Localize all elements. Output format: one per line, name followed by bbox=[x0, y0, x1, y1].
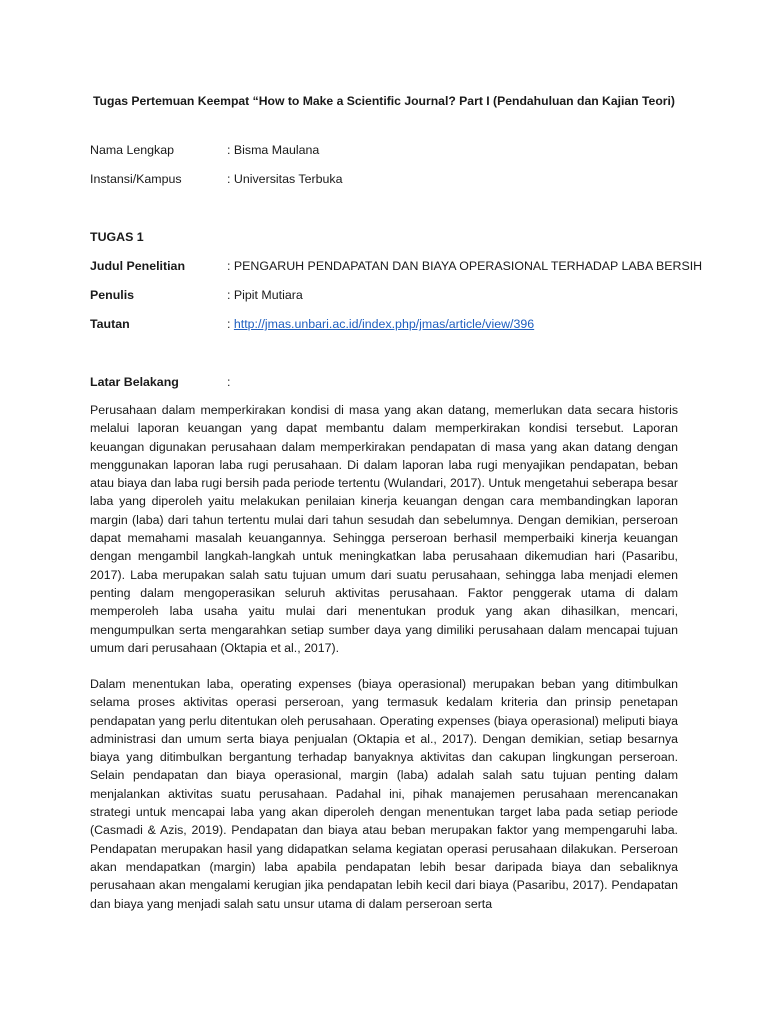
task-heading: TUGAS 1 bbox=[90, 230, 144, 244]
link-label: Tautan bbox=[90, 317, 130, 331]
background-label: Latar Belakang bbox=[90, 375, 179, 389]
author-value: : Pipit Mutiara bbox=[227, 288, 303, 302]
background-colon: : bbox=[227, 375, 231, 389]
author-label: Penulis bbox=[90, 288, 135, 302]
research-title-label: Judul Penelitian bbox=[90, 259, 186, 273]
name-label: Nama Lengkap bbox=[90, 143, 175, 157]
institution-label: Instansi/Kampus bbox=[90, 172, 182, 186]
link-value bbox=[227, 317, 534, 331]
name-value: : Bisma Maulana bbox=[227, 143, 320, 157]
research-title-value: : PENGARUH PENDAPATAN DAN BIAYA OPERASIONAL TERHADAP LABA BERSIH bbox=[227, 259, 703, 273]
institution-value: : Universitas Terbuka bbox=[227, 172, 343, 186]
document-title: Tugas Pertemuan Keempat “How to Make a Scientific Journal? Part I (Pendahuluan dan Kajian Teori) bbox=[93, 94, 675, 108]
paragraph-2: Dalam menentukan laba, operating expenses (biaya operasional) merupakan beban yang ditimbulkan selama proses aktivitas operasi perseroan, yang termasuk kedalam kriteria dan prinsip penetapan pendapatan yang perlu ditentukan oleh perusahaan. Operating expenses (biaya operasional) meliputi biaya administrasi dan umum serta biaya penjualan (Oktapia et al., 2017). Dengan demikian, setiap besarnya biaya yang ditimbulkan bergantung terhadap banyaknya aktivitas dan cakupan lingkungan perseroan. Selain pendapatan dan biaya operasional, margin (laba) adalah salah satu tujuan penting dalam menjalankan aktivitas suatu perusahaan. Padahal ini, pihak manajemen perusahaan merencanakan strategi untuk mencapai laba yang akan diperoleh dengan menentukan target laba pada setiap periode (Casmadi & Azis, 2019). Pendapatan dan biaya atau beban merupakan faktor yang mempengaruhi laba. Pendapatan merupakan hasil yang didapatkan selama kegiatan operasi perusahaan dilakukan. Perseroan akan mendapatkan (margin) laba apabila pendapatan lebih besar daripada biaya dan sebaliknya perusahaan akan mengalami kerugian jika pendapatan lebih kecil dari biaya (Pasaribu, 2017). Pendapatan dan biaya yang menjadi salah satu unsur utama di dalam perseroan serta bbox=[90, 677, 678, 911]
article-link[interactable]: http://jmas.unbari.ac.id/index.php/jmas/article/view/396 bbox=[233, 317, 535, 331]
paragraph-1: Perusahaan dalam memperkirakan kondisi di masa yang akan datang, memerlukan data secara historis melalui laporan keuangan yang dapat membantu dalam memperkirakan kondisi tersebut. Laporan keuangan digunakan perusahaan dalam memperkirakan pendapatan di masa yang akan datang dengan menggunakan laporan laba rugi perusahaan. Di dalam laporan laba rugi menyajikan pendapatan, beban atau biaya dan laba rugi bersih pada periode tertentu (Wulandari, 2017). Untuk mengetahui seberapa besar laba yang diperoleh yaitu melakukan penilaian kinerja keuangan dengan cara membandingkan laporan margin (laba) dari tahun tertentu mulai dari tahun sesudah dan sebelumnya. Dengan demikian, perseroan dapat memahami masalah keuangannya. Sehingga perseroan berhasil memperbaiki kinerja keuangan dengan mengambil langkah-langkah untuk meningkatkan laba perusahaan dikemudian hari (Pasaribu, 2017). Laba merupakan salah satu tujuan umum dari suatu perusahaan, sehingga laba menjadi elemen penting dalam mengoperasikan seluruh aktivitas perusahaan. Faktor penggerak utama di dalam memperoleh laba usaha yaitu mulai dari menentukan produk yang akan dihasilkan, mencari, mengumpulkan serta mengarahkan setiap sumber daya yang dimiliki perusahaan dalam mencapai tujuan umum dari perusahaan (Oktapia et al., 2017). bbox=[90, 403, 678, 655]
link-prefix: : bbox=[227, 317, 234, 331]
